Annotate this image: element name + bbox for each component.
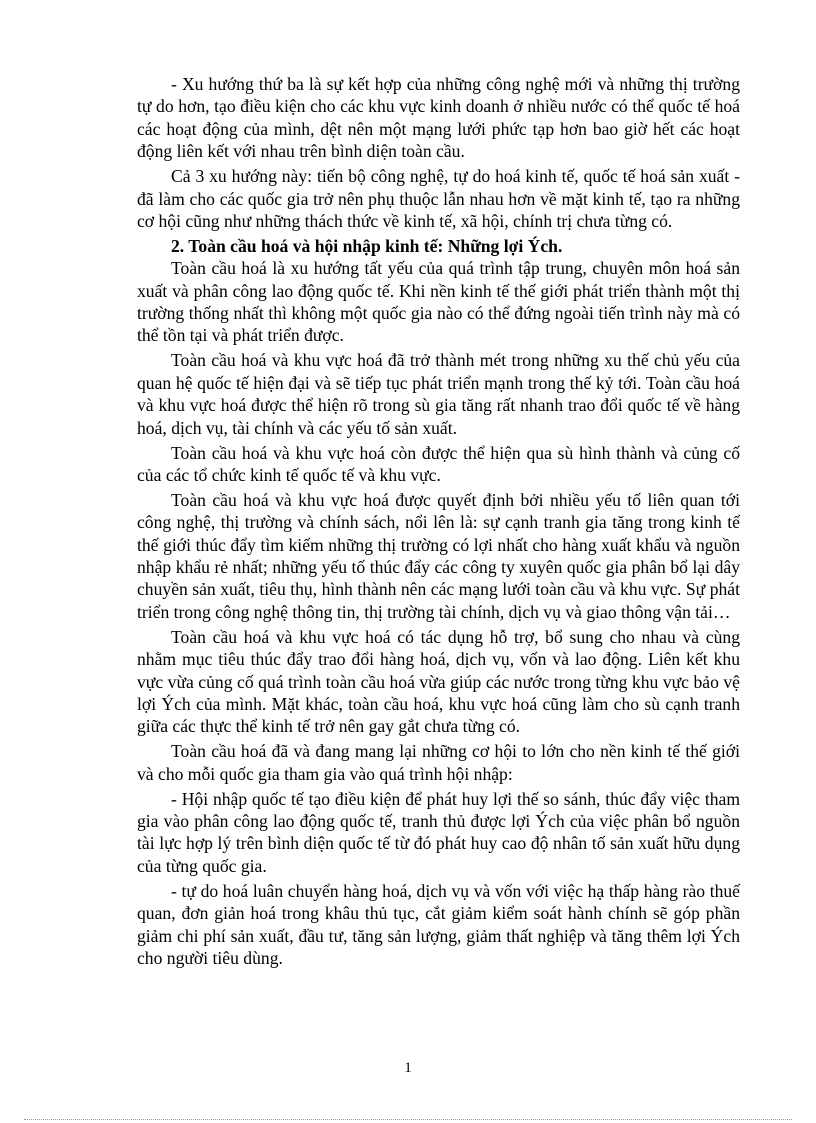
paragraph-globalization-inevitable: Toàn cầu hoá là xu hướng tất yếu của quá trình tập trung, chuyên môn hoá sản xuất và phân công lao động quốc tế. Khi nền kinh tế thế giới phát triển thành một thị trường thống nhất thì không một quốc gia nào có thể đứng ngoài tiến trình này mà có thể tồn tại và phát triển được.: [137, 258, 740, 346]
paragraph-mutual-support: Toàn cầu hoá và khu vực hoá có tác dụng hỗ trợ, bổ sung cho nhau và cùng nhằm mục tiêu thúc đẩy trao đổi hàng hoá, dịch vụ, vốn và lao động. Liên kết khu vực vừa củng cố quá trình toàn cầu hoá vừa giúp các nước trong từng khu vực bảo vệ lợi Ých của mình. Mặt khác, toàn cầu hoá, khu vực hoá cũng làm cho sù cạnh tranh giữa các thực thể kinh tế trở nên gay gắt chưa từng có.: [137, 626, 740, 737]
paragraph-determining-factors: Toàn cầu hoá và khu vực hoá được quyết định bởi nhiều yếu tố liên quan tới công nghệ, thị trường và chính sách, nổi lên là: sự cạnh tranh gia tăng trong kinh tế thế giới thúc đẩy tìm kiếm những thị trường có lợi nhất cho hàng xuất khẩu và nguồn nhập khẩu rẻ nhất; những yếu tố thúc đẩy các công ty xuyên quốc gia phân bổ lại dây chuyền sản xuất, tiêu thụ, hình thành nên các mạng lưới toàn cầu và khu vực. Sự phát triển trong công nghệ thông tin, thị trường tài chính, dịch vụ và giao thông vận tải…: [137, 489, 740, 622]
paragraph-benefit-liberalization: - tự do hoá luân chuyển hàng hoá, dịch vụ và vốn với việc hạ thấp hàng rào thuế quan, đơn giản hoá trong khâu thủ tục, cắt giảm kiểm soát hành chính sẽ góp phần giảm chi phí sản xuất, đầu tư, tăng sản lượng, giảm thất nghiệp và tăng thêm lợi Ých cho người tiêu dùng.: [137, 880, 740, 968]
page-number: 1: [404, 1060, 412, 1076]
paragraph-benefit-comparative-advantage: - Hội nhập quốc tế tạo điều kiện để phát huy lợi thế so sánh, thúc đẩy việc tham gia vào phân công lao động quốc tế, tranh thủ được lợi Ých của việc phân bổ nguồn tài lực hợp lý trên bình diện quốc tế từ đó phát huy cao độ nhân tố sản xuất hữu dụng của từng quốc gia.: [137, 788, 740, 876]
section-heading: 2. Toàn cầu hoá và hội nhập kinh tế: Những lợi Ých.: [171, 235, 563, 256]
paragraph-main-trends: Toàn cầu hoá và khu vực hoá đã trở thành mét trong những xu thế chủ yếu của quan hệ quốc tế hiện đại và sẽ tiếp tục phát triển mạnh trong thế kỷ tới. Toàn cầu hoá và khu vực hoá được thể hiện rõ trong sù gia tăng rất nhanh trao đổi quốc tế về hàng hoá, dịch vụ, tài chính và các yếu tố sản xuất.: [137, 350, 740, 438]
page-bottom-border: [24, 1119, 792, 1120]
paragraph-third-trend: - Xu hướng thứ ba là sự kết hợp của những công nghệ mới và những thị trường tự do hơn, tạo điều kiện cho các khu vực kinh doanh ở nhiều nước có thể quốc tế hoá các hoạt động của mình, dệt nên một mạng lưới phức tạp hơn bao giờ hết các hoạt động liên kết với nhau trên bình diện toàn cầu.: [137, 74, 740, 162]
paragraph-three-trends-summary: Cả 3 xu hướng này: tiến bộ công nghệ, tự do hoá kinh tế, quốc tế hoá sản xuất - đã làm cho các quốc gia trở nên phụ thuộc lẫn nhau hơn về mặt kinh tế, tạo ra những cơ hội cũng như những thách thức về kinh tế, xã hội, chính trị chưa từng có.: [137, 166, 740, 231]
document-body: [137, 73, 740, 969]
paragraph-organizations: Toàn cầu hoá và khu vực hoá còn được thể hiện qua sù hình thành và củng cố của các tổ chức kinh tế quốc tế và khu vực.: [137, 442, 740, 485]
paragraph-opportunities: Toàn cầu hoá đã và đang mang lại những cơ hội to lớn cho nền kinh tế thế giới và cho mỗi quốc gia tham gia vào quá trình hội nhập:: [137, 741, 740, 784]
